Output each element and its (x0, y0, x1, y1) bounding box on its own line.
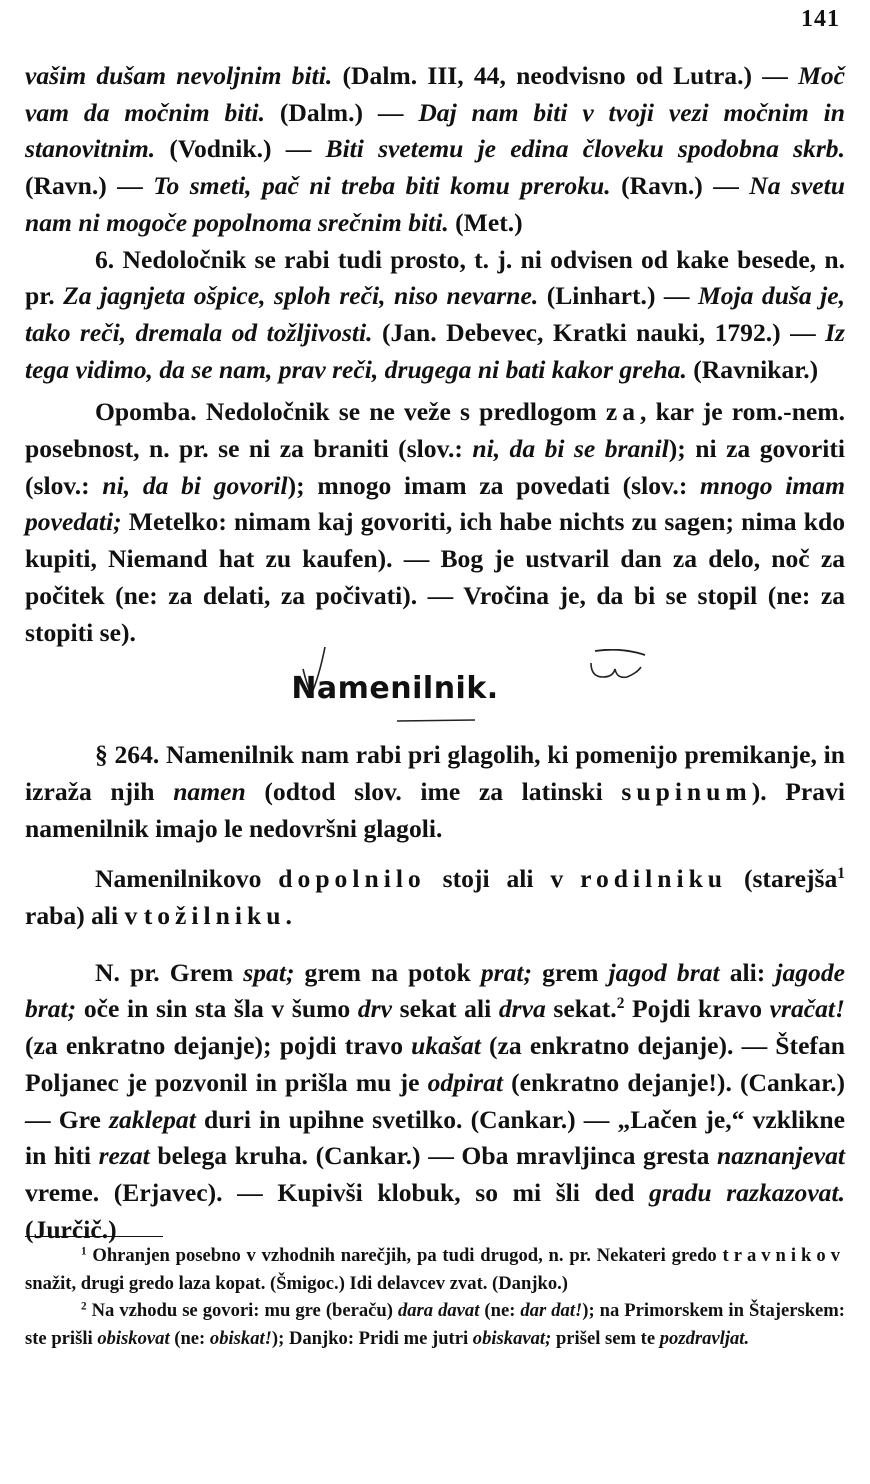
example-text: Moja duša je, tako reči, dremala od tožljivosti. (25, 281, 846, 347)
paragraph-npr (25, 955, 845, 1249)
example-text: vašim dušam nevoljnim biti. (25, 61, 333, 90)
text: , kar je rom.-nem. posebnost, n. pr. se ni za braniti (slov.: (25, 397, 846, 464)
text: stoji ali v (425, 864, 581, 894)
example-text: Moč vam da močnim biti. (25, 61, 845, 127)
text: belega kruha. (Cankar.) — Oba mravljinca gresta (149, 1141, 717, 1171)
paragraph-6 (25, 242, 845, 389)
text: ); Danjko: Pridi me jutri (271, 1327, 473, 1349)
example-text: Iz tega vidimo, da se nam, prav reči, drugega ni bati kakor greha. (25, 317, 845, 384)
citation: (Dalm. III, 44, neodvisno od Lutra.) — (332, 61, 799, 90)
text: (starejša (727, 864, 838, 894)
text: duri in upihne svetilko. (Cankar.) — „Lačen je,“ vzklikne in hiti (25, 1104, 846, 1171)
text: ); mnogo imam za povedati (slov.: (287, 470, 701, 500)
section-heading (25, 671, 845, 711)
text: (ne: (479, 1300, 521, 1322)
text: Namenilnik nam rabi pri glagolih, ki pomenijo (159, 740, 685, 770)
text: 6. Nedoločnik se rabi tudi prosto, t. j. ni odvisen od kake besede, n. pr. (25, 244, 845, 311)
text: grem (532, 957, 609, 987)
text: sekat ali (391, 994, 499, 1024)
example-text: Na svetu nam ni mogoče popolnoma srečnim biti. (25, 171, 846, 237)
example-text: naznanjevat (717, 1141, 845, 1171)
citation: (Jan. Debevec, Kratki nauki, 1792.) — (372, 317, 826, 347)
paragraph-examples (25, 58, 845, 242)
text: Na vzhodu se govori: mu gre (beraču) (86, 1300, 398, 1322)
footnote-ref[interactable]: 2 (616, 995, 625, 1013)
example-text: ni, da bi se branil (472, 434, 669, 464)
citation: (Ravnikar.) (686, 354, 819, 384)
example-text: zaklepat (109, 1104, 196, 1134)
example-text: pozdravljat. (659, 1327, 750, 1349)
text: snažit, drugi gredo laza kopat. (Šmigoc.) Idi delavcev zvat. (Danjko.) (25, 1272, 568, 1294)
citation: (Dalm.) — (265, 97, 419, 127)
footnotes (25, 1242, 845, 1352)
main-text (25, 58, 845, 1248)
footnote-ref[interactable]: 1 (837, 865, 845, 883)
handwritten-underline (395, 719, 477, 723)
example-text: prat; (480, 957, 532, 987)
example-text: obiskat! (209, 1327, 272, 1349)
example-text: spat; (243, 957, 295, 987)
example-text: jagod brat (608, 957, 720, 987)
text: Namenilnikovo (95, 864, 279, 894)
text: ); na Primorskem in Štajerskem: ste prišli (25, 1300, 845, 1349)
text: oče in sin sta šla v šumo (76, 994, 358, 1024)
text: prišel sem te (551, 1327, 660, 1349)
footnote-1 (25, 1242, 845, 1297)
example-text: Za jagnjeta ošpice, sploh reči, niso nevarne. (63, 281, 539, 311)
text: (odtod slov. ime za latinski (245, 776, 622, 806)
example-text: jagode brat; (25, 957, 845, 1024)
example-text: To smeti, pač ni treba biti komu preroku. (153, 171, 611, 201)
emphasis-text: premikanje (684, 740, 811, 770)
text: ). Pravi namenilnik imajo le nedovršni glagoli. (25, 776, 845, 843)
text: Pojdi kravo (624, 994, 770, 1024)
example-text: Biti svetemu je edina človeku spodobna skrb. (325, 134, 845, 164)
footnote-marker: 1 (81, 1245, 87, 1258)
text: (Jurčič.) (25, 1214, 117, 1244)
citation: (Ravn.) — (25, 171, 154, 201)
text: Opomba. Nedoločnik se ne veže s predlogom (95, 397, 606, 427)
example-text: ni, da bi govoril (102, 470, 288, 500)
text: grem na potok (294, 957, 481, 987)
example-text: rezat (98, 1141, 150, 1171)
citation: (Vodnik.) — (155, 134, 326, 164)
page-number: 141 (801, 6, 840, 32)
example-text: dar dat! (520, 1300, 583, 1322)
spaced-text: travnikov (722, 1245, 845, 1266)
text: sekat. (545, 994, 617, 1024)
example-text: gradu razkazovat. (649, 1177, 845, 1207)
text: (enkratno dejanje!). (Cankar.) — Gre (25, 1067, 845, 1134)
example-text: Daj nam biti v tvoji vezi močnim in stanovitnim. (25, 97, 845, 164)
spaced-text: tožilniku (143, 901, 286, 931)
example-text: obiskavat; (472, 1327, 552, 1349)
text: ); ni za govoriti (slov.: (25, 434, 845, 500)
handwritten-annotation-icon (585, 649, 647, 693)
example-text: namen (173, 776, 246, 806)
spaced-text: za (605, 397, 641, 427)
citation: (Ravn.) — (610, 171, 750, 201)
text: Metelko: nimam kaj govoriti, ich habe nichts zu sagen; nima kdo kupiti, Niemand hat zu kaufen). — Bog je ustvaril dan za delo, noč za počitek (ne: za delati, za počivati). — Vročina je, da bi se stopil (ne: za stopiti se). (25, 507, 845, 647)
footnote-divider (25, 1236, 163, 1237)
citation: (Met.) (448, 207, 523, 237)
example-text: odpirat (427, 1067, 503, 1097)
text: (za enkratno dejanje). — Štefan Poljanec je pozvonil in prišla mu je (25, 1031, 845, 1097)
text: , in izraža njih (25, 740, 845, 806)
example-text: dara davat (397, 1300, 480, 1322)
paragraph-opomba (25, 394, 845, 651)
text: raba) ali v (25, 901, 144, 931)
spaced-text: dopolnilo (278, 864, 426, 894)
example-text: drv (357, 994, 392, 1024)
citation: (Linhart.) — (538, 281, 698, 311)
example-text: mnogo imam povedati; (25, 470, 845, 537)
paragraph-264 (25, 737, 845, 847)
footnote-marker: 2 (81, 1300, 87, 1313)
text: N. pr. Grem (95, 957, 244, 987)
spaced-text: supinum (621, 776, 752, 806)
text: Ohranjen posebno v vzhodnih narečjih, pa tudi drugod, n. pr. Nekateri gredo (86, 1245, 723, 1266)
text: (ne: (169, 1327, 210, 1349)
text: ali: (719, 957, 776, 987)
example-text: obiskovat (97, 1327, 170, 1349)
text: (za enkratno dejanje); pojdi travo (25, 1031, 412, 1061)
text: . (285, 901, 292, 931)
section-number: § 264. (95, 740, 160, 770)
footnote-2 (25, 1297, 845, 1352)
example-text: ukašat (411, 1031, 481, 1061)
spaced-text: rodilniku (580, 864, 728, 894)
example-text: vračat! (769, 994, 845, 1024)
example-text: drva (498, 994, 546, 1024)
heading-title: Namenilnik. (291, 671, 499, 707)
text: vreme. (Erjavec). — Kupivši klobuk, so mi šli ded (25, 1177, 650, 1207)
paragraph-dopolnilo (25, 861, 845, 934)
